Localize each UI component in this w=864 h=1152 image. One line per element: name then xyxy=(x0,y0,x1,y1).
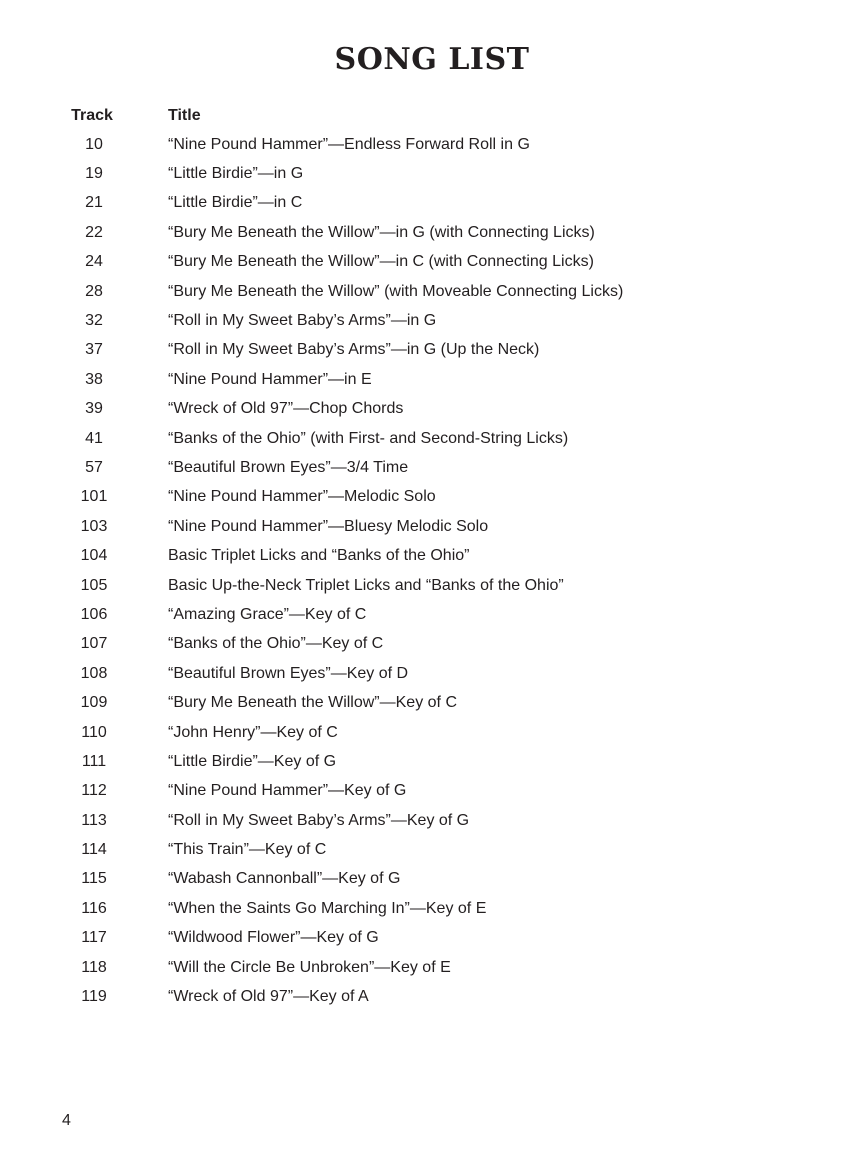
track-number: 114 xyxy=(81,841,107,859)
table-row xyxy=(60,777,780,806)
track-number: 117 xyxy=(81,929,107,947)
track-number: 22 xyxy=(85,223,103,241)
track-number: 116 xyxy=(81,899,107,917)
table-row xyxy=(60,336,780,365)
track-number: 108 xyxy=(80,664,108,682)
table-row xyxy=(60,865,780,894)
song-title: “Bury Me Beneath the Willow”—Key of C xyxy=(168,694,457,712)
song-title: “Nine Pound Hammer”—Bluesy Melodic Solo xyxy=(168,517,489,535)
song-title: “Bury Me Beneath the Willow” (with Moveable Connecting Licks) xyxy=(168,282,624,300)
track-number: 109 xyxy=(80,694,108,712)
table-row xyxy=(60,130,780,159)
track-number: 119 xyxy=(81,988,107,1006)
track-number: 112 xyxy=(81,782,107,800)
song-title: “Roll in My Sweet Baby’s Arms”—in G xyxy=(168,312,437,330)
song-title: “Nine Pound Hammer”—Key of G xyxy=(168,782,407,800)
table-row xyxy=(60,189,780,218)
track-number: 39 xyxy=(85,400,103,418)
track-column-header: Track xyxy=(71,107,113,124)
song-title: “Banks of the Ohio” (with First- and Second-String Licks) xyxy=(168,429,569,447)
song-title: “Beautiful Brown Eyes”—3/4 Time xyxy=(168,458,409,476)
table-row xyxy=(60,600,780,629)
track-number: 57 xyxy=(85,458,103,476)
song-title: “Roll in My Sweet Baby’s Arms”—Key of G xyxy=(168,811,470,829)
song-title: “Amazing Grace”—Key of C xyxy=(168,605,367,623)
song-title: “Little Birdie”—in C xyxy=(168,194,303,212)
table-row xyxy=(60,630,780,659)
track-number: 28 xyxy=(85,282,103,300)
song-title: “John Henry”—Key of C xyxy=(168,723,338,741)
track-number: 38 xyxy=(85,370,103,388)
table-row xyxy=(60,659,780,688)
track-number: 107 xyxy=(80,635,108,653)
table-row xyxy=(60,512,780,541)
table-row xyxy=(60,835,780,864)
song-title: Basic Triplet Licks and “Banks of the Ohio” xyxy=(168,547,470,565)
table-row xyxy=(60,365,780,394)
track-number: 118 xyxy=(81,958,107,976)
table-row xyxy=(60,483,780,512)
song-title: “Bury Me Beneath the Willow”—in G (with Connecting Licks) xyxy=(168,223,595,241)
table-header xyxy=(60,102,780,130)
table-row xyxy=(60,218,780,247)
table-row xyxy=(60,688,780,717)
table-row xyxy=(60,395,780,424)
table-row xyxy=(60,806,780,835)
table-row xyxy=(60,571,780,600)
title-column-header: Title xyxy=(168,107,201,124)
table-row xyxy=(60,277,780,306)
track-number: 115 xyxy=(81,870,107,888)
table-row xyxy=(60,982,780,1011)
table-row xyxy=(60,306,780,335)
track-number: 21 xyxy=(85,194,103,212)
song-title: “Beautiful Brown Eyes”—Key of D xyxy=(168,664,409,682)
page-number: 4 xyxy=(62,1112,71,1129)
song-title: “Roll in My Sweet Baby’s Arms”—in G (Up the Neck) xyxy=(168,341,540,359)
song-title: “Will the Circle Be Unbroken”—Key of E xyxy=(168,958,451,976)
song-title: “This Train”—Key of C xyxy=(168,841,327,859)
table-body xyxy=(60,130,780,1012)
song-title: “Wreck of Old 97”—Key of A xyxy=(168,988,369,1006)
song-title: “Nine Pound Hammer”—in E xyxy=(168,370,372,388)
track-number: 103 xyxy=(80,517,108,535)
song-table xyxy=(60,102,780,1012)
track-number: 19 xyxy=(85,165,103,183)
track-number: 105 xyxy=(80,576,108,594)
track-number: 10 xyxy=(85,135,103,153)
song-title: “Nine Pound Hammer”—Endless Forward Roll in G xyxy=(168,135,530,153)
table-row xyxy=(60,894,780,923)
song-title: Basic Up-the-Neck Triplet Licks and “Banks of the Ohio” xyxy=(168,576,564,594)
track-number: 104 xyxy=(80,547,108,565)
song-title: “Little Birdie”—Key of G xyxy=(168,752,337,770)
table-row xyxy=(60,953,780,982)
song-title: “Wreck of Old 97”—Chop Chords xyxy=(168,400,404,418)
track-number: 113 xyxy=(81,811,107,829)
track-number: 111 xyxy=(81,752,107,770)
track-number: 41 xyxy=(85,429,103,447)
track-number: 106 xyxy=(80,605,108,623)
song-title: “Little Birdie”—in G xyxy=(168,165,304,183)
table-row xyxy=(60,541,780,570)
table-row xyxy=(60,248,780,277)
song-title: “When the Saints Go Marching In”—Key of E xyxy=(168,899,487,917)
song-title: “Banks of the Ohio”—Key of C xyxy=(168,635,384,653)
page-title: SONG LIST xyxy=(334,42,530,77)
track-number: 101 xyxy=(80,488,108,506)
table-row xyxy=(60,453,780,482)
song-title: “Wildwood Flower”—Key of G xyxy=(168,929,379,947)
table-row xyxy=(60,159,780,188)
track-number: 32 xyxy=(85,312,103,330)
table-row xyxy=(60,924,780,953)
song-title: “Bury Me Beneath the Willow”—in C (with Connecting Licks) xyxy=(168,253,594,271)
track-number: 24 xyxy=(85,253,103,271)
table-row xyxy=(60,747,780,776)
table-row xyxy=(60,718,780,747)
track-number: 110 xyxy=(81,723,107,741)
song-title: “Wabash Cannonball”—Key of G xyxy=(168,870,401,888)
table-row xyxy=(60,424,780,453)
song-title: “Nine Pound Hammer”—Melodic Solo xyxy=(168,488,436,506)
track-number: 37 xyxy=(85,341,103,359)
